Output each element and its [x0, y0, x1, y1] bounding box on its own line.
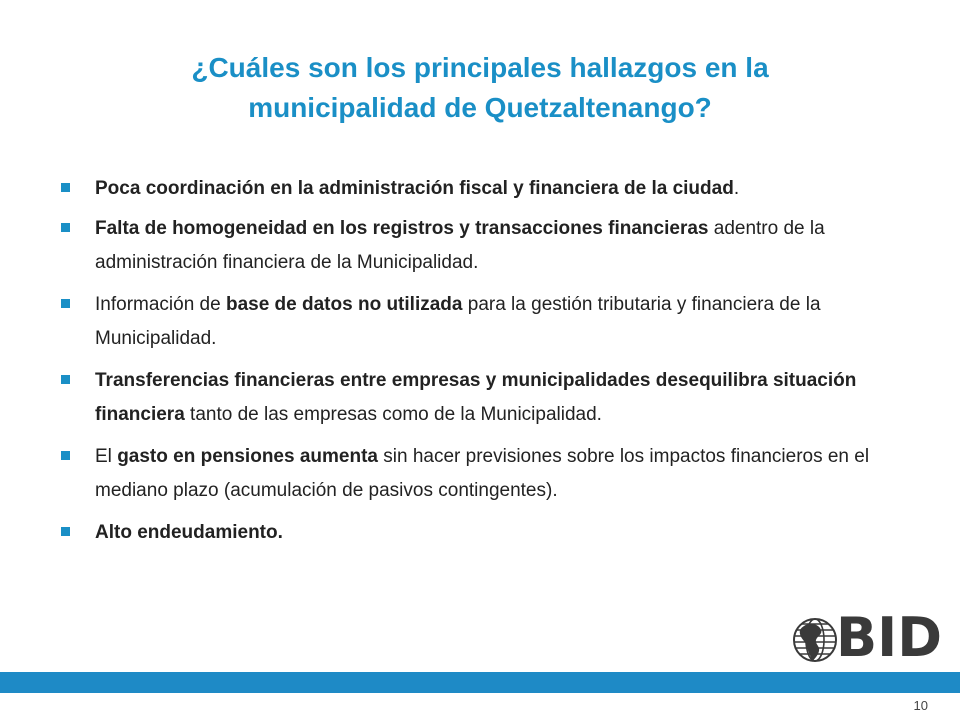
bullet-bold-text: Falta de homogeneidad en los registros y transacciones financieras: [95, 218, 709, 239]
footer-band: [0, 672, 960, 693]
bullet-list: [60, 172, 890, 550]
square-bullet-icon: [61, 527, 70, 536]
square-bullet-icon: [61, 223, 70, 232]
bullet-item: [60, 212, 890, 280]
bullet-bold-text: Transferencias financieras entre empresas y municipalidades desequilibra situación financiera: [95, 370, 857, 425]
bid-logo: [792, 606, 943, 669]
bullet-text: para la gestión tributaria y financiera de la Municipalidad.: [95, 294, 821, 349]
bullet-item: [60, 440, 890, 508]
bullet-text: Información de: [95, 294, 226, 315]
bullet-bold-text: gasto en pensiones aumenta: [117, 446, 378, 467]
slide-title: [80, 48, 880, 128]
square-bullet-icon: [61, 451, 70, 460]
bullet-bold-text: Poca coordinación en la administración fiscal y financiera de la ciudad: [95, 178, 734, 199]
bullet-item: [60, 516, 890, 550]
page-number: 10: [913, 698, 928, 713]
bullet-text: tanto de las empresas como de la Municipalidad.: [184, 404, 602, 425]
bullet-bold-text: Alto endeudamiento.: [95, 522, 283, 543]
bullet-item: [60, 364, 890, 432]
bullet-text: .: [733, 178, 740, 199]
globe-icon: [792, 612, 838, 668]
square-bullet-icon: [61, 299, 70, 308]
bullet-text: adentro de la administración financiera de la Municipalidad.: [95, 218, 825, 273]
slide-title-line-2: municipalidad de Quetzaltenango?: [248, 92, 712, 123]
bullet-bold-text: base de datos no utilizada: [225, 294, 463, 315]
bullet-text: sin hacer previsiones sobre los impactos financieros en el mediano plazo (acumulación de pasivos contingentes).: [95, 446, 870, 501]
square-bullet-icon: [61, 375, 70, 384]
slide-title-line-1: ¿Cuáles son los principales hallazgos en la: [191, 52, 769, 83]
bullet-item: [60, 288, 890, 356]
bid-logo-text: BID: [836, 606, 943, 669]
bullet-item: [60, 172, 890, 206]
square-bullet-icon: [61, 183, 70, 192]
bullet-text: El: [95, 446, 118, 467]
